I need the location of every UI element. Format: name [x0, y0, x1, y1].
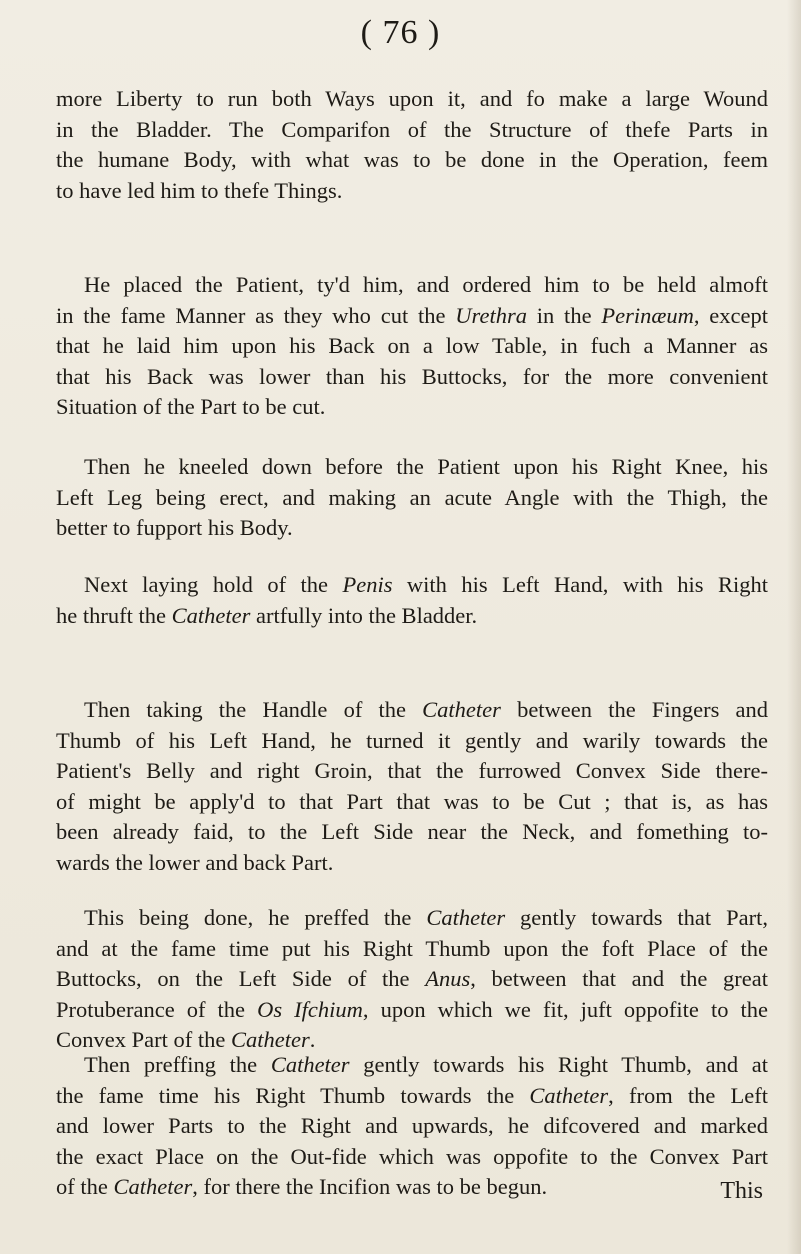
- text-run: artfully into the Bladder.: [250, 602, 478, 628]
- text-line: [56, 995, 768, 1026]
- text-line: [56, 848, 768, 879]
- paragraph: [56, 570, 768, 631]
- text-run: Thumb of his Left Hand, he turned it gently and warily towards the: [56, 727, 768, 753]
- text-run: wards the lower and back Part.: [56, 849, 334, 875]
- paragraph: [56, 903, 768, 1056]
- text-run: Left Leg being erect, and making an acute Angle with the Thigh, the: [56, 484, 768, 510]
- text-line: [56, 145, 768, 176]
- text-run: Next laying hold of the: [84, 572, 343, 597]
- text-run: and at the fame time put his Right Thumb upon the foft Place of the: [56, 935, 768, 961]
- italic-term: Penis: [342, 572, 393, 597]
- text-line: [56, 817, 768, 848]
- text-line: [56, 1081, 768, 1112]
- text-run: between the Fingers and: [500, 697, 768, 722]
- text-line: [56, 787, 768, 818]
- catchword: This: [720, 1178, 763, 1204]
- text-line: [56, 483, 768, 514]
- text-run: that his Back was lower than his Buttocks, for the more convenient: [56, 363, 768, 389]
- text-run: Then taking the Handle of the: [84, 697, 423, 722]
- text-run: gently towards that Part,: [505, 905, 768, 930]
- body-text: [56, 84, 768, 206]
- text-line: [56, 1142, 768, 1173]
- italic-term: Catheter: [113, 1174, 193, 1199]
- text-line: [56, 1050, 768, 1081]
- italic-term: Catheter: [529, 1082, 609, 1108]
- italic-term: Catheter: [270, 1052, 350, 1077]
- text-line: [56, 601, 768, 632]
- text-line: [56, 176, 768, 207]
- paragraph: [56, 84, 768, 206]
- body-text: [56, 903, 768, 1056]
- text-line: [56, 84, 768, 115]
- text-run: Situation of the Part to be cut.: [56, 394, 326, 419]
- text-line: [56, 270, 768, 301]
- text-run: the fame time his Right Thumb towards the: [56, 1082, 530, 1108]
- text-run: This being done, he preffed the: [84, 905, 427, 930]
- page-edge-shadow: [787, 0, 801, 1254]
- text-line: [56, 362, 768, 393]
- text-run: in the fame Manner as they who cut the: [56, 302, 456, 328]
- text-line: [56, 570, 768, 601]
- italic-term: Catheter: [230, 1027, 310, 1052]
- italic-term: Os Ifchium: [257, 996, 363, 1022]
- text-run: , from the Left: [608, 1082, 768, 1108]
- text-run: of the: [56, 1174, 114, 1199]
- text-run: , between that and the great: [470, 966, 769, 991]
- text-line: [56, 392, 768, 423]
- text-run: better to fupport his Body.: [56, 515, 293, 540]
- text-run: Buttocks, on the Left Side of the: [56, 966, 426, 991]
- body-text: [56, 570, 768, 631]
- text-run: that he laid him upon his Back on a low Table, in fuch a Manner as: [56, 333, 768, 358]
- text-run: , for there the Incifion was to be begun.: [192, 1174, 548, 1199]
- text-run: the exact Place on the Out-fide which was oppofite to the Convex Part: [56, 1143, 768, 1169]
- text-run: Then he kneeled down before the Patient upon his Right Knee, his: [84, 454, 768, 479]
- body-text: [56, 695, 768, 878]
- text-run: and lower Parts to the Right and upwards, he difcovered and marked: [56, 1113, 768, 1138]
- text-run: Patient's Belly and right Groin, that the furrowed Convex Side there-: [56, 758, 768, 783]
- text-line: [56, 301, 768, 332]
- italic-term: Urethra: [455, 302, 527, 328]
- text-run: more Liberty to run both Ways upon it, and fo make a large Wound: [56, 86, 768, 111]
- text-line: [56, 934, 768, 965]
- body-text: [56, 452, 768, 544]
- text-run: been already faid, to the Left Side near the Neck, and fomething to-: [56, 819, 768, 844]
- page-number: ( 76 ): [360, 14, 441, 51]
- text-run: he thruft the: [56, 602, 172, 628]
- text-line: [56, 964, 768, 995]
- paragraph: [56, 1050, 768, 1203]
- text-run: the humane Body, with what was to be done in the Operation, feem: [56, 147, 768, 172]
- text-line: [56, 331, 768, 362]
- text-run: , upon which we fit, juft oppofite to the: [362, 996, 768, 1022]
- text-run: Convex Part of the: [56, 1027, 231, 1052]
- text-run: Protuberance of the: [56, 996, 258, 1022]
- text-run: He placed the Patient, ty'd him, and ordered him to be held almoft: [84, 272, 768, 297]
- text-line: [56, 513, 768, 544]
- italic-term: Catheter: [426, 905, 506, 930]
- body-text: [56, 1050, 768, 1203]
- text-line: [56, 115, 768, 146]
- text-run: Then preffing the: [84, 1052, 271, 1077]
- text-run: .: [309, 1027, 316, 1052]
- paragraph: [56, 452, 768, 544]
- italic-term: Perinæum: [601, 302, 694, 328]
- text-run: , except: [693, 302, 768, 328]
- italic-term: Catheter: [422, 697, 501, 722]
- italic-term: Catheter: [171, 602, 251, 628]
- text-line: [56, 1111, 768, 1142]
- paragraph: [56, 270, 768, 423]
- text-line: [56, 903, 768, 934]
- text-line: [56, 756, 768, 787]
- text-run: in the: [526, 302, 602, 328]
- text-run: with his Left Hand, with his Right: [392, 572, 768, 597]
- text-run: of might be apply'd to that Part that was to be Cut ; that is, as has: [56, 788, 768, 814]
- text-run: gently towards his Right Thumb, and at: [349, 1052, 768, 1077]
- body-text: [56, 270, 768, 423]
- text-run: in the Bladder. The Comparifon of the Structure of thefe Parts in: [56, 116, 768, 142]
- text-line: [56, 452, 768, 483]
- italic-term: Anus: [425, 966, 471, 991]
- text-run: to have led him to thefe Things.: [56, 177, 343, 203]
- text-line: [56, 726, 768, 757]
- text-line: [56, 1172, 768, 1203]
- paragraph: [56, 695, 768, 878]
- text-line: [56, 695, 768, 726]
